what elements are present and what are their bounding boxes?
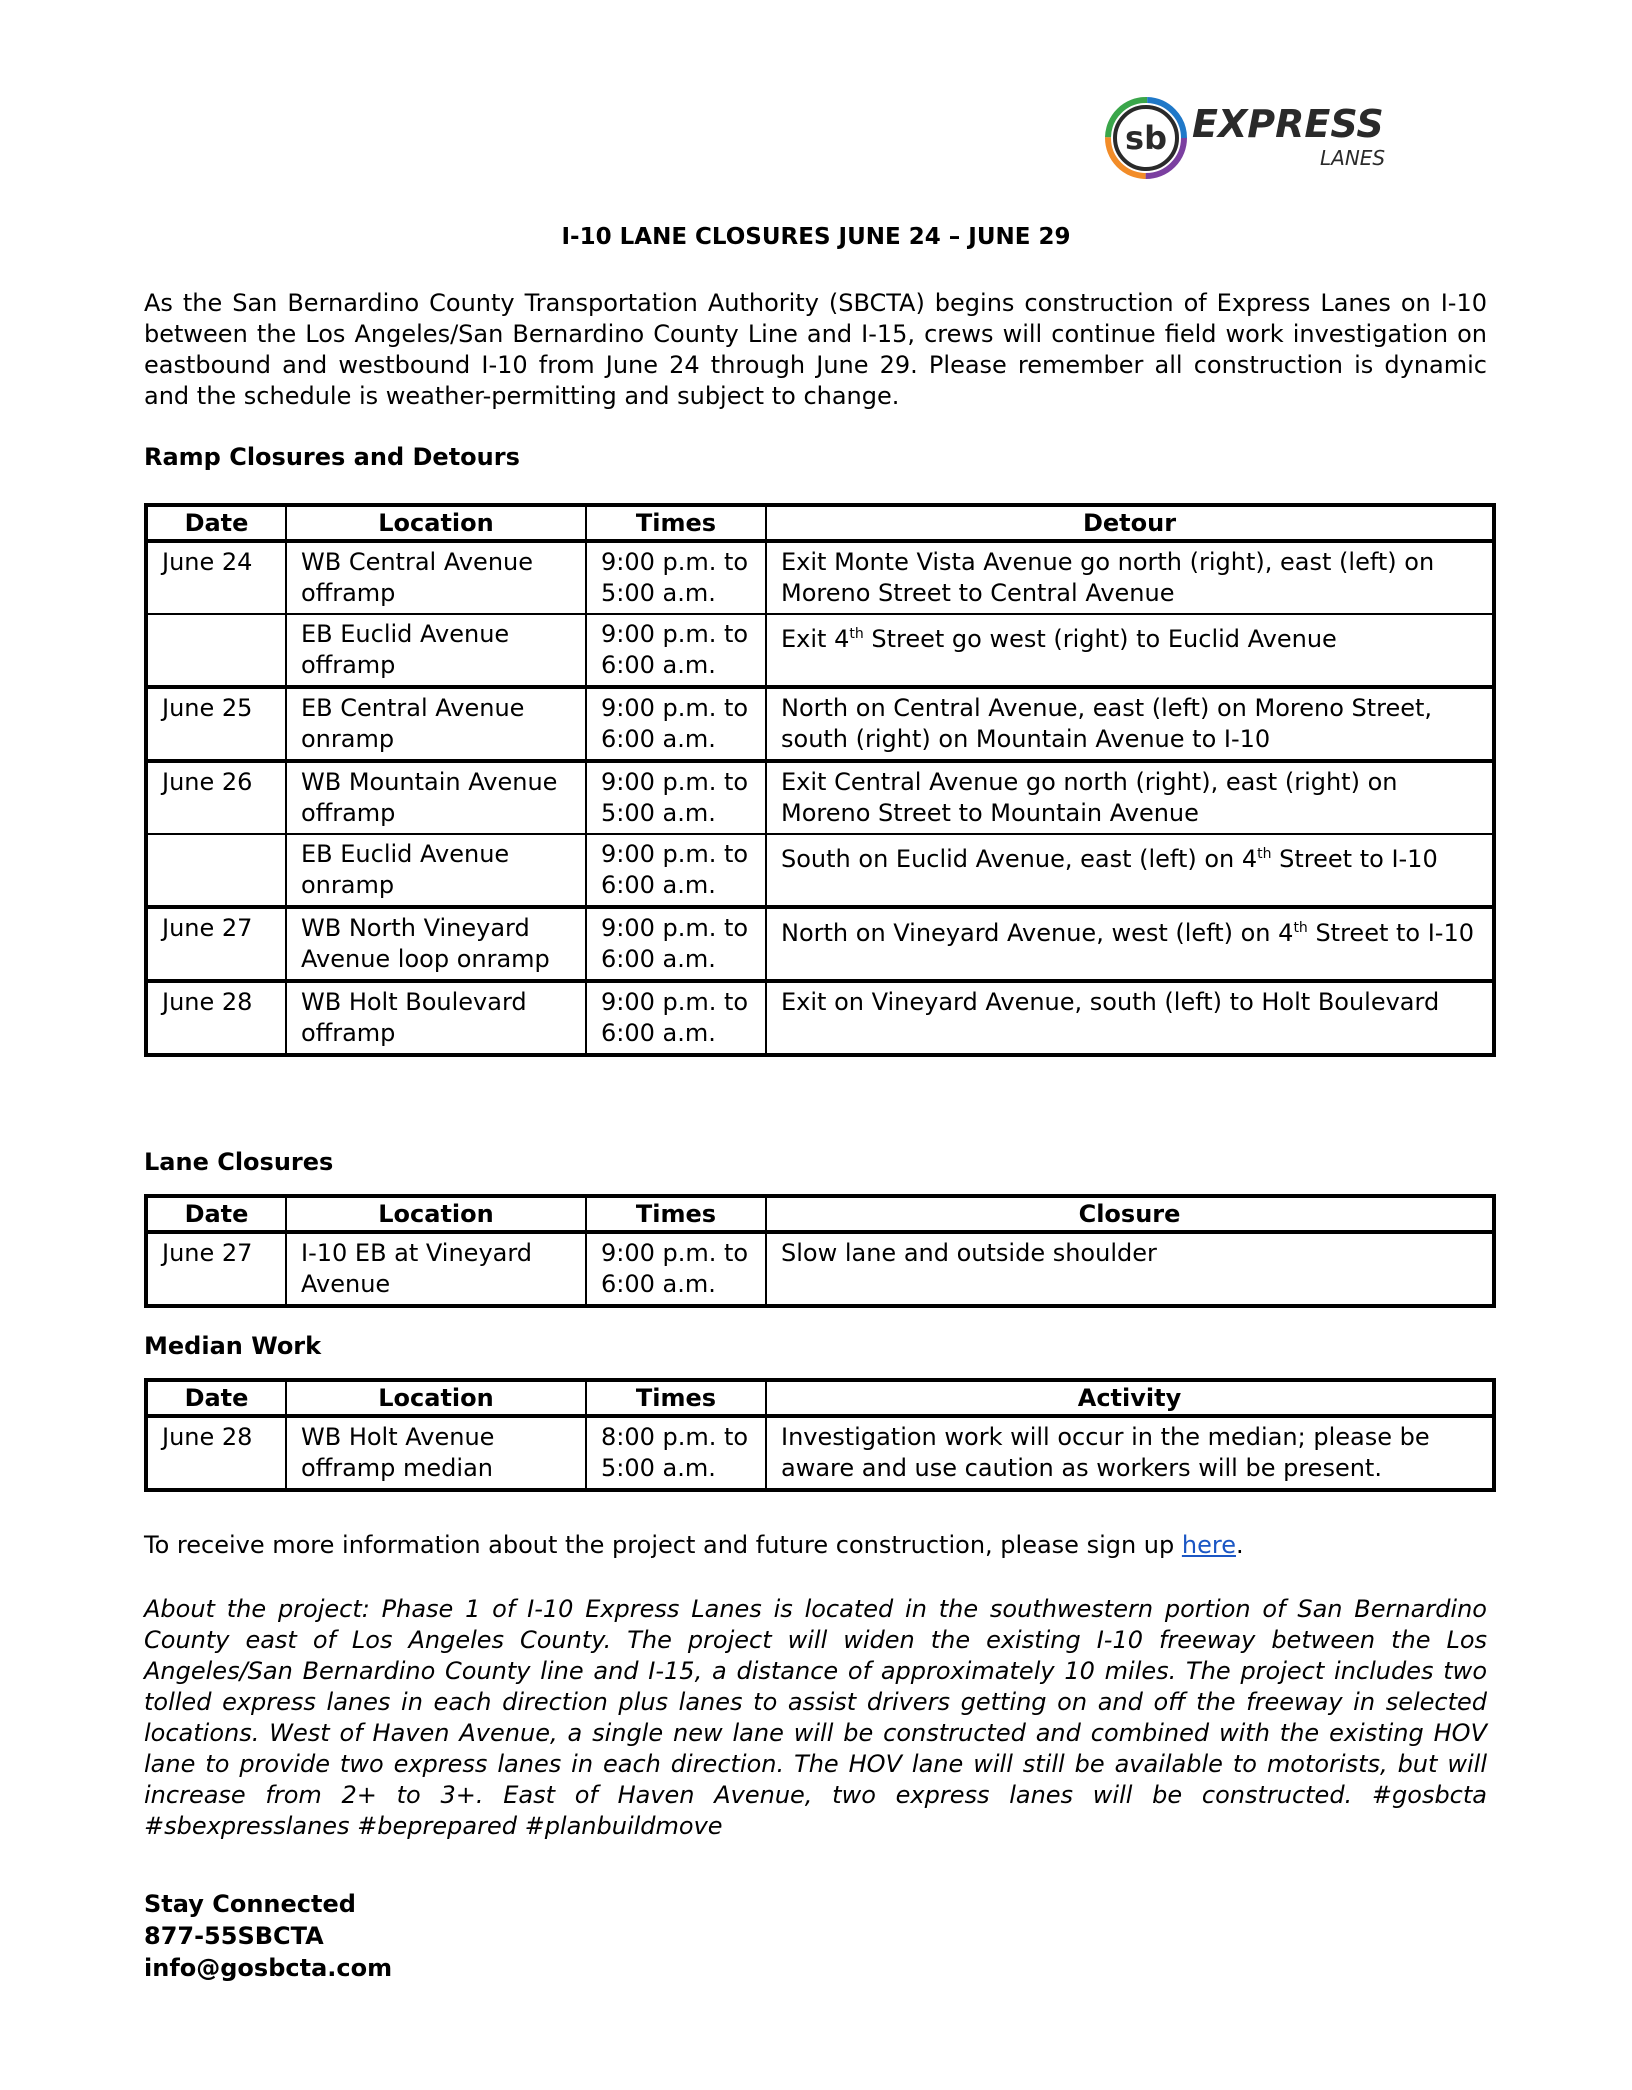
cell-detour: South on Euclid Avenue, east (left) on 4th Street to I-10	[766, 834, 1494, 907]
cell-date: June 24	[146, 541, 286, 614]
table-row	[146, 1416, 1494, 1490]
ramp-heading: Ramp Closures and Detours	[144, 443, 520, 471]
cell-location: EB Euclid Avenue onramp	[286, 834, 586, 907]
cell-location: WB Central Avenue offramp	[286, 541, 586, 614]
signup-text: To receive more information about the project and future construction, please sign up	[144, 1531, 1182, 1559]
table-row	[146, 1232, 1494, 1306]
cell-times: 9:00 p.m. to 5:00 a.m.	[586, 761, 766, 834]
table-row	[146, 614, 1494, 687]
cell-detour: Exit Central Avenue go north (right), east (right) on Moreno Street to Mountain Avenue	[766, 761, 1494, 834]
cell-date: June 26	[146, 761, 286, 834]
logo-subword: LANES	[1320, 146, 1386, 170]
cell-times: 9:00 p.m. to 6:00 a.m.	[586, 687, 766, 761]
logo-wordmark: EXPRESS	[1192, 102, 1384, 146]
cell-closure: Slow lane and outside shoulder	[766, 1232, 1494, 1306]
contact-email[interactable]: info@gosbcta.com	[144, 1954, 393, 1982]
cell-date: June 28	[146, 1416, 286, 1490]
table-row	[146, 907, 1494, 981]
cell-times: 9:00 p.m. to 6:00 a.m.	[586, 1232, 766, 1306]
lane-heading: Lane Closures	[144, 1148, 334, 1176]
cell-times: 9:00 p.m. to 6:00 a.m.	[586, 907, 766, 981]
sb-express-lanes-logo	[1104, 94, 1394, 184]
contact-phone: 877-55SBCTA	[144, 1922, 324, 1950]
cell-times: 9:00 p.m. to 5:00 a.m.	[586, 541, 766, 614]
signup-line	[144, 1531, 1244, 1559]
table-row	[146, 761, 1494, 834]
cell-detour: Exit 4th Street go west (right) to Euclid Avenue	[766, 614, 1494, 687]
ordinal-suffix: th	[1293, 920, 1308, 936]
table-row	[146, 541, 1494, 614]
contact-block	[144, 1888, 392, 1984]
column-header-closure: Closure	[766, 1196, 1494, 1232]
cell-location: WB North Vineyard Avenue loop onramp	[286, 907, 586, 981]
cell-date: June 27	[146, 907, 286, 981]
cell-times: 9:00 p.m. to 6:00 a.m.	[586, 834, 766, 907]
logo-mark: sb	[1125, 119, 1167, 157]
cell-location: WB Mountain Avenue offramp	[286, 761, 586, 834]
median-heading: Median Work	[144, 1332, 322, 1360]
column-header-date: Date	[146, 1196, 286, 1232]
column-header-location: Location	[286, 1380, 586, 1416]
median-work-table	[144, 1378, 1496, 1492]
column-header-location: Location	[286, 505, 586, 541]
ordinal-suffix: th	[1257, 846, 1272, 862]
cell-detour: North on Vineyard Avenue, west (left) on 4th Street to I-10	[766, 907, 1494, 981]
column-header-activity: Activity	[766, 1380, 1494, 1416]
page-title: I-10 LANE CLOSURES JUNE 24 – JUNE 29	[561, 224, 1071, 250]
contact-heading: Stay Connected	[144, 1890, 356, 1918]
table-row	[146, 834, 1494, 907]
ordinal-suffix: th	[849, 626, 864, 642]
column-header-detour: Detour	[766, 505, 1494, 541]
cell-date: June 25	[146, 687, 286, 761]
cell-activity: Investigation work will occur in the median; please be aware and use caution as workers will be present.	[766, 1416, 1494, 1490]
column-header-date: Date	[146, 1380, 286, 1416]
intro-paragraph: As the San Bernardino County Transportation Authority (SBCTA) begins construction of Express Lanes on I-10 between the Los Angeles/San Bernardino County Line and I-15, crews will continue field work investigation on eastbound and westbound I-10 from June 24 through June 29. Please remember all construction is dynamic and the schedule is weather-permitting and subject to change.	[144, 289, 1487, 410]
column-header-times: Times	[586, 1196, 766, 1232]
signup-end: .	[1235, 1531, 1244, 1559]
lane-closures-table	[144, 1194, 1496, 1308]
cell-date: June 28	[146, 981, 286, 1055]
cell-date	[146, 614, 286, 687]
about-paragraph: About the project: Phase 1 of I-10 Express Lanes is located in the southwestern portion of San Bernardino County east of Los Angeles County. The project will widen the existing I-10 freeway between the Los Angeles/San Bernardino County line and I-15, a distance of approximately 10 miles. The project includes two tolled express lanes in each direction plus lanes to assist drivers getting on and off the freeway in selected locations. West of Haven Avenue, a single new lane will be constructed and combined with the existing HOV lane to provide two express lanes in each direction. The HOV lane will still be available to motorists, but will increase from 2+ to 3+. East of Haven Avenue, two express lanes will be constructed. #gosbcta #sbexpresslanes #beprepared #planbuildmove	[144, 1595, 1487, 1840]
cell-location: EB Euclid Avenue offramp	[286, 614, 586, 687]
table-row	[146, 981, 1494, 1055]
cell-times: 8:00 p.m. to 5:00 a.m.	[586, 1416, 766, 1490]
cell-location: I-10 EB at Vineyard Avenue	[286, 1232, 586, 1306]
cell-date: June 27	[146, 1232, 286, 1306]
column-header-location: Location	[286, 1196, 586, 1232]
cell-detour: Exit on Vineyard Avenue, south (left) to Holt Boulevard	[766, 981, 1494, 1055]
cell-location: WB Holt Boulevard offramp	[286, 981, 586, 1055]
column-header-date: Date	[146, 505, 286, 541]
cell-date	[146, 834, 286, 907]
cell-location: EB Central Avenue onramp	[286, 687, 586, 761]
cell-detour: Exit Monte Vista Avenue go north (right), east (left) on Moreno Street to Central Avenue	[766, 541, 1494, 614]
sb-logo-icon	[1104, 96, 1188, 180]
cell-detour: North on Central Avenue, east (left) on Moreno Street, south (right) on Mountain Avenue to I-10	[766, 687, 1494, 761]
cell-times: 9:00 p.m. to 6:00 a.m.	[586, 981, 766, 1055]
table-row	[146, 687, 1494, 761]
column-header-times: Times	[586, 1380, 766, 1416]
cell-times: 9:00 p.m. to 6:00 a.m.	[586, 614, 766, 687]
ramp-closures-table	[144, 503, 1496, 1057]
signup-link[interactable]: here	[1181, 1531, 1236, 1559]
column-header-times: Times	[586, 505, 766, 541]
cell-location: WB Holt Avenue offramp median	[286, 1416, 586, 1490]
